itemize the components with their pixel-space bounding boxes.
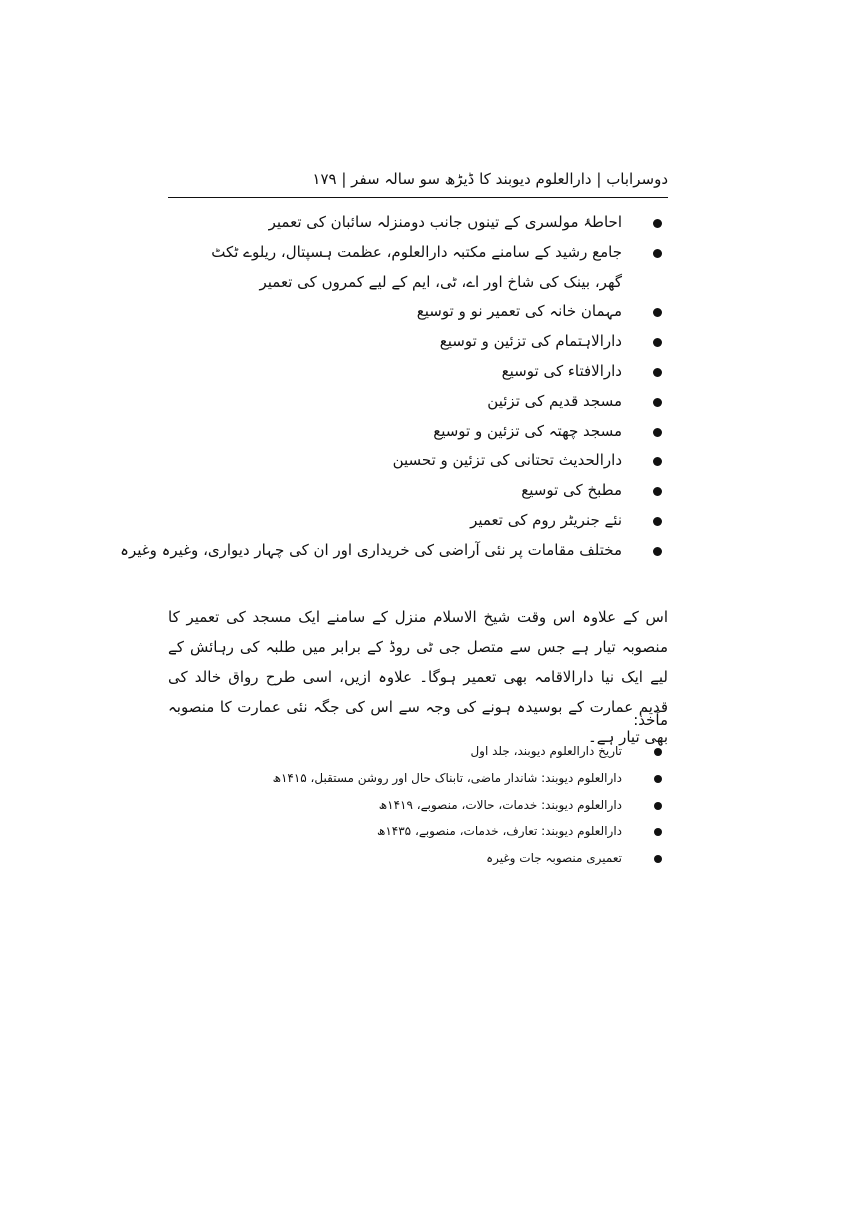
list-item [190,208,670,238]
list-item-text: مہمان خانہ کی تعمیر نو و توسیع [416,302,622,321]
list-item-text: دارالحدیث تحتانی کی تزئین و تحسین [392,451,622,470]
header-divider [168,197,668,198]
list-item-text: مختلف مقامات پر نئی آراضی کی خریداری اور ان کی چہار دیواری، وغیرہ وغیرہ [120,540,622,559]
bullet-icon [654,828,662,836]
bullet-icon [653,398,662,407]
bullet-icon [653,338,662,347]
source-item [190,845,670,872]
bullet-icon [653,249,662,258]
bullet-icon [653,517,662,526]
list-item-text: دارالاہتمام کی تزئین و توسیع [439,332,622,351]
body-paragraph: اس کے علاوہ اس وقت شیخ الاسلام منزل کے سامنے ایک مسجد کی تعمیر کا منصوبہ تیار ہے جس سے متصل جی ٹی روڈ کے برابر میں طلبہ کی رہائش کے لیے ایک نیا دارالاقامہ بھی تعمیر ہوگا۔ علاوہ ازیں، اسی طرح رواق خالد کی قدیم عمارت کے بوسیدہ ہونے کی وجہ سے اس کی جگہ نئی عمارت کا منصوبہ بھی تیار ہے۔ [168,608,668,746]
running-header: دوسراباب | دارالعلوم دیوبند کا ڈیڑھ سو سالہ سفر | ۱۷۹ [312,170,668,188]
source-item-text: دارالعلوم دیوبند: شاندار ماضی، تابناک حال اور روشن مستقبل، ۱۴۱۵ھ [272,770,622,785]
list-item-text: نئے جنریٹر روم کی تعمیر [470,510,622,529]
list-item [190,387,670,417]
bullet-icon [654,775,662,783]
source-item [190,792,670,819]
bullet-icon [653,428,662,437]
bullet-icon [654,855,662,863]
source-item [190,738,670,765]
list-item [190,506,670,536]
bullet-icon [653,219,662,228]
source-item-text: تعمیری منصوبہ جات وغیرہ [486,851,622,866]
bullet-icon [654,748,662,756]
bullet-icon [653,368,662,377]
list-item-text: مسجد قدیم کی تزئین [487,391,622,410]
source-item-text: دارالعلوم دیوبند: خدمات، حالات، منصوبے، ۱۴۱۹ھ [378,797,622,812]
sources-heading: مآخذ: [633,711,668,729]
list-item-text: دارالافتاء کی توسیع [501,361,622,380]
bullet-icon [654,802,662,810]
construction-list [120,208,670,566]
list-item [190,476,670,506]
list-item-text: احاطۂ مولسری کے تینوں جانب دومنزلہ سائبان کی تعمیر [268,213,622,231]
list-item-text: مطبخ کی توسیع [521,481,622,500]
bullet-icon [653,487,662,496]
source-item-text: دارالعلوم دیوبند: تعارف، خدمات، منصوبے، ۱۴۳۵ھ [376,824,622,839]
sources-list [190,738,670,872]
source-item [190,765,670,792]
source-item [190,818,670,845]
list-item [190,417,670,447]
bullet-icon [653,308,662,317]
bullet-icon [653,547,662,556]
list-item [120,536,670,566]
list-item [190,327,670,357]
list-item [190,238,670,298]
list-item-text: مسجد چھتہ کی تزئین و توسیع [433,421,622,440]
bullet-icon [653,457,662,466]
list-item [190,357,670,387]
source-item-text: تاریخ دارالعلوم دیوبند، جلد اول [470,744,622,758]
list-item [190,446,670,476]
list-item-text: جامع رشید کے سامنے مکتبہ دارالعلوم، عظمت ہسپتال، ریلوے ٹکٹ گھر، بینک کی شاخ اور اے، ٹی، ایم کے لیے کمروں کی تعمیر [211,242,622,291]
list-item [190,297,670,327]
